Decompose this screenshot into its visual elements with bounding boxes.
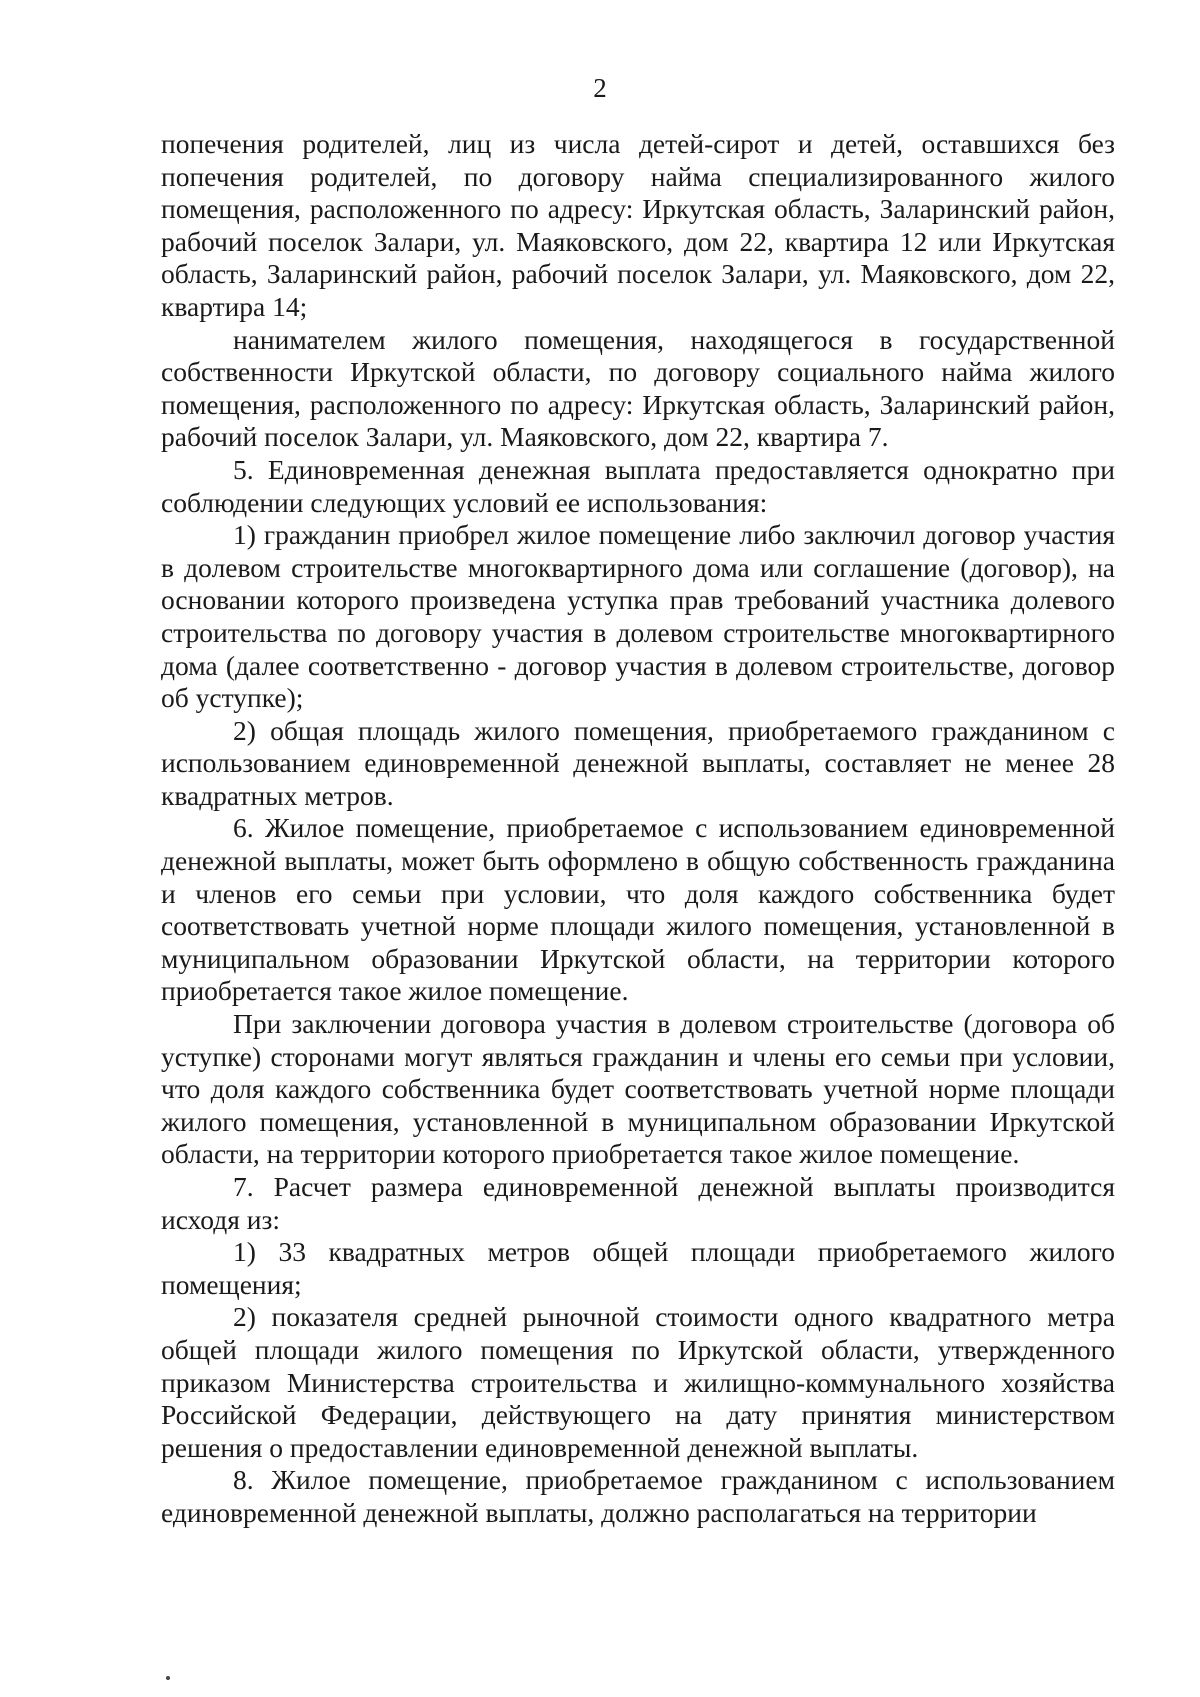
scan-artifact-dot bbox=[166, 1676, 170, 1680]
page-number: 2 bbox=[593, 73, 607, 103]
paragraph-clause-6-shared-construction: При заключении договора участия в долевом строительстве (договора об уступке) сторонами могут являться гражданин и члены его семьи при условии, что доля каждого собственника будет соответствовать учетной норме площади жилого помещения, установленной в муниципальном образовании Иркутской области, на территории которого приобретается такое жилое помещение. bbox=[161, 1008, 1115, 1170]
paragraph-clause-7-item-2: 2) показателя средней рыночной стоимости одного квадратного метра общей площади жилого помещения по Иркутской области, утвержденного приказом Министерства строительства и жилищно-коммунального хозяйства Российской Федерации, действующего на дату принятия министерством решения о предоставлении единовременной денежной выплаты. bbox=[161, 1301, 1115, 1463]
paragraph-clause-7-item-1: 1) 33 квадратных метров общей площади приобретаемого жилого помещения; bbox=[161, 1236, 1115, 1300]
document-body bbox=[161, 128, 1115, 1530]
paragraph-clause-6: 6. Жилое помещение, приобретаемое с использованием единовременной денежной выплаты, может быть оформлено в общую собственность гражданина и членов его семьи при условии, что доля каждого собственника будет соответствовать учетной норме площади жилого помещения, установленной в муниципальном образовании Иркутской области, на территории которого приобретается такое жилое помещение. bbox=[161, 812, 1115, 1007]
paragraph-clause-5: 5. Единовременная денежная выплата предоставляется однократно при соблюдении следующих условий ее использования: bbox=[161, 453, 1115, 518]
paragraph-tenant: нанимателем жилого помещения, находящегося в государственной собственности Иркутской области, по договору социального найма жилого помещения, расположенного по адресу: Иркутская область, Заларинский район, рабочий поселок Залари, ул. Маяковского, дом 22, квартира 7. bbox=[161, 323, 1115, 453]
paragraph-clause-8: 8. Жилое помещение, приобретаемое гражданином с использованием единовременной денежной выплаты, должно располагаться на территории bbox=[161, 1464, 1115, 1528]
paragraph-clause-5-item-2: 2) общая площадь жилого помещения, приобретаемого гражданином с использованием единовременной денежной выплаты, составляет не менее 28 квадратных метров. bbox=[161, 714, 1115, 811]
paragraph-continuation: попечения родителей, лиц из числа детей-сирот и детей, оставшихся без попечения родителей, по договору найма специализированного жилого помещения, расположенного по адресу: Иркутская область, Заларинский район, рабочий поселок Залари, ул. Маяковского, дом 22, квартира 12 или Иркутская область, Заларинский район, рабочий поселок Залари, ул. Маяковского, дом 22, квартира 14; bbox=[161, 128, 1115, 322]
paragraph-clause-7: 7. Расчет размера единовременной денежной выплаты производится исходя из: bbox=[161, 1171, 1115, 1235]
paragraph-clause-5-item-1: 1) гражданин приобрел жилое помещение либо заключил договор участия в долевом строительстве многоквартирного дома или соглашение (договор), на основании которого произведена уступка прав требований участника долевого строительства по договору участия в долевом строительстве многоквартирного дома (далее соответственно - договор участия в долевом строительстве, договор об уступке); bbox=[161, 519, 1115, 714]
